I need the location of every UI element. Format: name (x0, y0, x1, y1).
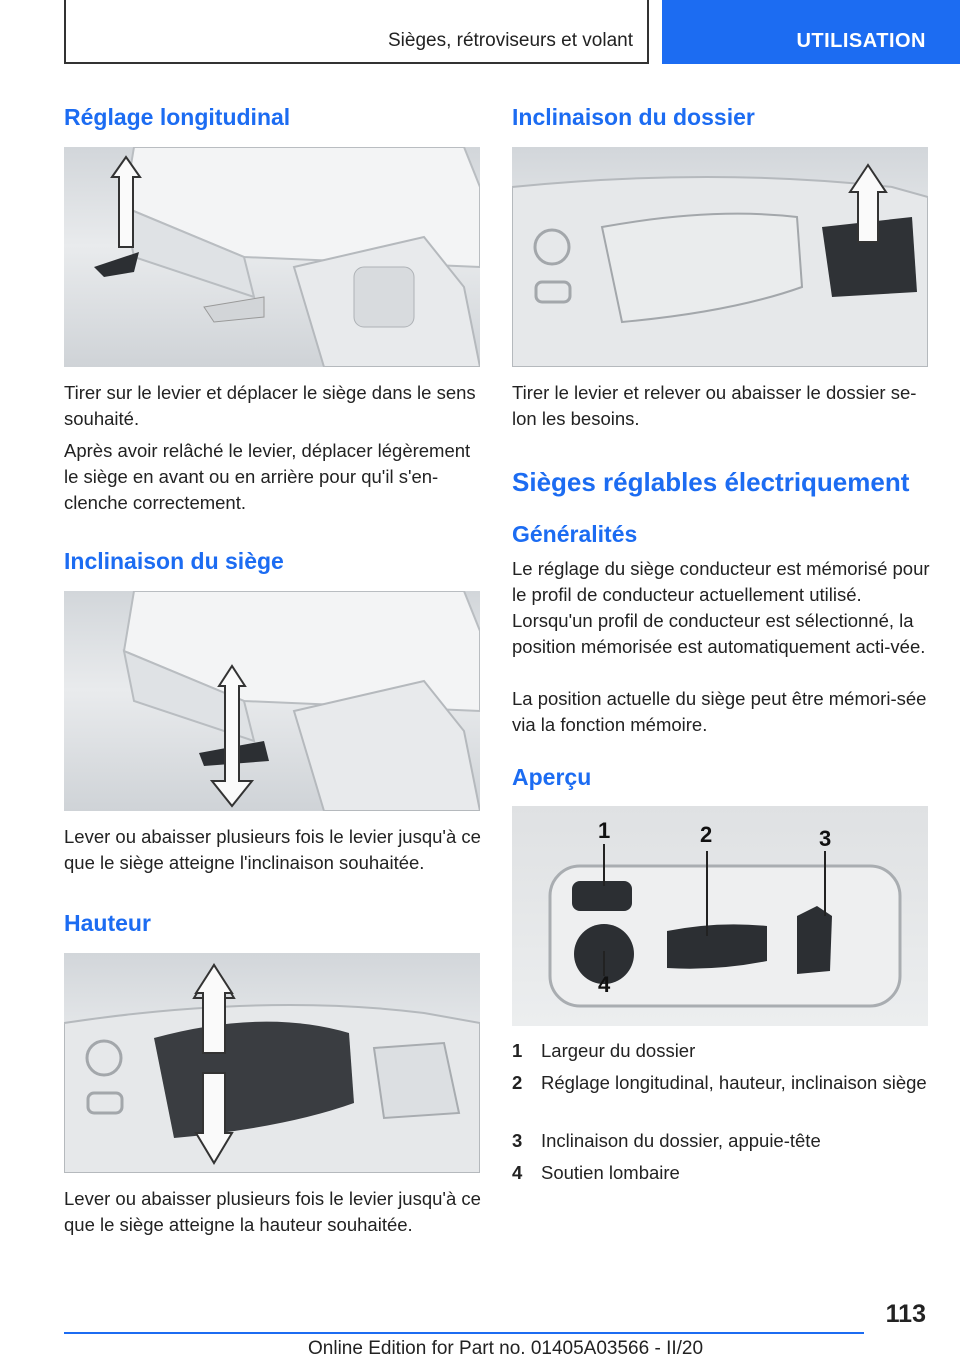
header-section-box (64, 0, 649, 64)
paragraph-generalites-1: Le réglage du siège conducteur est mémorisé pour le profil de conducteur actuellement utilisé. Lorsqu'un profil de conducteur est sélectionné, la position mémorisée est automatiquement acti-vée. (512, 558, 930, 657)
heading-generalites: Généralités (512, 521, 638, 547)
callout-3: 3 (819, 826, 832, 851)
paragraph-reglage-1: Tirer sur le levier et déplacer le siège dans le sens souhaité. (64, 382, 476, 429)
legend-number: 4 (512, 1162, 523, 1183)
heading-hauteur: Hauteur (64, 910, 151, 936)
heading-sieges-electriques: Sièges réglables électriquement (512, 467, 910, 497)
heading-reglage-longitudinal: Réglage longitudinal (64, 104, 291, 130)
paragraph-generalites-2: La position actuelle du siège peut être mémori-sée via la fonction mémoire. (512, 688, 927, 735)
page-number: 113 (885, 1300, 926, 1328)
seat-lever-illustration (64, 147, 480, 367)
footer-edition: Online Edition for Part no. 01405A03566 - II/20 (308, 1338, 704, 1359)
legend-text: Largeur du dossier (541, 1040, 696, 1061)
chapter-title: UTILISATION (796, 30, 926, 52)
backrest-lever-illustration (512, 147, 928, 367)
figure-inclinaison-dossier (512, 147, 928, 367)
paragraph-inclinaison-siege: Lever ou abaisser plusieurs fois le levier jusqu'à ce que le siège atteigne l'inclinaison souhaitée. (64, 826, 481, 873)
figure-apercu-controls (512, 806, 928, 1026)
legend-text: Réglage longitudinal, hauteur, inclinaison siège (541, 1072, 927, 1093)
section-title: Sièges, rétroviseurs et volant (387, 30, 633, 51)
callout-1: 1 (598, 818, 611, 843)
legend-number: 2 (512, 1072, 523, 1093)
paragraph-reglage-2: Après avoir relâché le levier, déplacer légèrement le siège en avant ou en arrière pour qu'il s'en-clenche correctement. (64, 440, 471, 513)
legend-text: Soutien lombaire (541, 1162, 680, 1183)
paragraph-hauteur: Lever ou abaisser plusieurs fois le levier jusqu'à ce que le siège atteigne la hauteur souhaitée. (64, 1188, 481, 1235)
seat-tilt-illustration (64, 591, 480, 811)
seat-height-illustration (64, 953, 480, 1173)
paragraph-inclinaison-dossier: Tirer le levier et relever ou abaisser le dossier se-lon les besoins. (512, 382, 917, 429)
heading-inclinaison-siege: Inclinaison du siège (64, 548, 284, 574)
figure-hauteur (64, 953, 480, 1173)
legend-number: 3 (512, 1130, 523, 1151)
chapter-tab[interactable] (662, 0, 960, 64)
heading-apercu: Aperçu (512, 764, 592, 790)
callout-4: 4 (598, 972, 611, 997)
footer-rule (64, 1332, 864, 1334)
heading-inclinaison-dossier: Inclinaison du dossier (512, 104, 755, 130)
callout-2: 2 (700, 822, 713, 847)
seat-controls-illustration (512, 806, 928, 1026)
figure-inclinaison-siege (64, 591, 480, 811)
figure-reglage-longitudinal (64, 147, 480, 367)
legend-text: Inclinaison du dossier, appuie-tête (541, 1130, 821, 1151)
legend-number: 1 (512, 1040, 523, 1061)
